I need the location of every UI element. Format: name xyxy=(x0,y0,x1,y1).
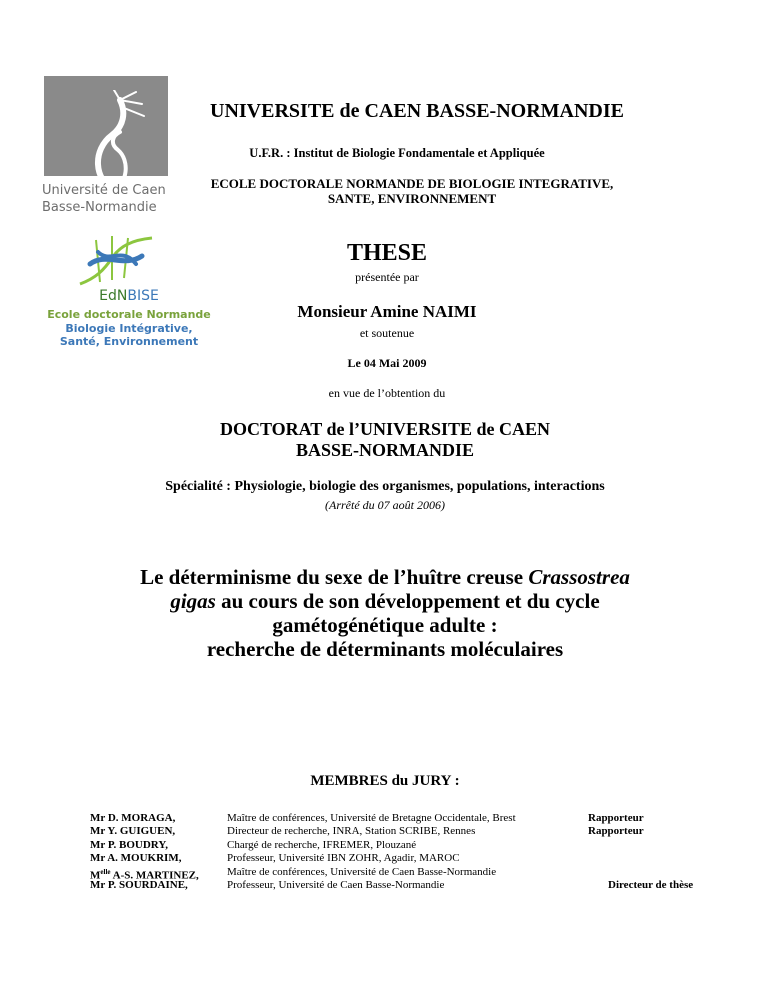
caen-logo-line1: Université de Caen xyxy=(42,183,166,198)
title-part2: au cours de son développement et du cycle xyxy=(215,589,600,613)
ednbise-line3: Santé, Environnement xyxy=(59,335,199,348)
ednbise-line1: Ecole doctorale Normande xyxy=(47,308,211,321)
jury-member-name: Mr P. SOURDAINE, xyxy=(90,878,188,891)
title-line1 xyxy=(40,565,730,589)
jury-heading: MEMBRES du JURY : xyxy=(310,773,460,789)
caen-logo-line2: Basse-Normandie xyxy=(42,200,157,215)
these-label: THESE xyxy=(346,240,428,266)
jury-member-name: Mr D. MORAGA, xyxy=(90,812,176,824)
jury-member-affiliation: Directeur de recherche, INRA, Station SCRIBE, Rennes xyxy=(227,825,476,838)
ednbise-ed: EdN xyxy=(99,288,128,304)
ednbise-name xyxy=(44,288,214,304)
jury-member-name: Mr P. BOUDRY, xyxy=(90,838,169,851)
degree-title xyxy=(120,419,650,461)
title-line2 xyxy=(40,589,730,613)
jury-member-role: Rapporteur xyxy=(588,825,644,838)
title-species-name: gigas xyxy=(170,589,216,613)
jury-member-affiliation: Professeur, Université de Caen Basse-Normandie xyxy=(227,878,445,891)
jury-member xyxy=(90,825,710,838)
universite-caen-logo xyxy=(42,76,172,216)
jury-member-affiliation: Maître de conférences, Université de Caen Basse-Normandie xyxy=(227,865,497,878)
author-name: Monsieur Amine NAIMI xyxy=(297,302,477,321)
university-name: UNIVERSITE de CAEN BASSE-NORMANDIE xyxy=(210,100,624,122)
jury-member-role: Rapporteur xyxy=(588,812,644,824)
ednbise-dna-icon xyxy=(76,234,156,286)
ednbise-logo xyxy=(44,234,214,354)
jury-member xyxy=(90,812,710,825)
jury-list xyxy=(90,812,710,892)
jury-member-name: Mr A. MOUKRIM, xyxy=(90,852,182,865)
ednbise-bise: BISE xyxy=(127,288,159,304)
name-prefix: M xyxy=(90,869,101,882)
title-part1: Le déterminisme du sexe de l’huître creuse xyxy=(140,565,529,589)
jury-member xyxy=(90,852,710,865)
jury-member xyxy=(90,865,710,882)
name-rest: A-S. MARTINEZ, xyxy=(110,869,199,882)
thesis-title xyxy=(40,565,730,661)
ufr-name: U.F.R. : Institut de Biologie Fondamentale et Appliquée xyxy=(249,146,545,160)
defense-date: Le 04 Mai 2009 xyxy=(347,356,427,370)
ecole-line1: ECOLE DOCTORALE NORMANDE DE BIOLOGIE INTEGRATIVE, xyxy=(210,176,614,191)
jury-member-affiliation: Professeur, Université IBN ZOHR, Agadir, MAROC xyxy=(227,852,460,865)
speciality: Spécialité : Physiologie, biologie des organismes, populations, interactions xyxy=(165,479,605,494)
ednbise-line2: Biologie Intégrative, xyxy=(65,322,193,335)
jury-member xyxy=(90,879,710,892)
name-sup: elle xyxy=(100,867,111,876)
jury-member-affiliation: Chargé de recherche, IFREMER, Plouzané xyxy=(227,838,417,851)
jury-member-name: Mr Y. GUIGUEN, xyxy=(90,825,176,838)
title-species-genus: Crassostrea xyxy=(528,565,630,589)
presented-by: présentée par xyxy=(355,270,419,284)
ecole-line2: SANTE, ENVIRONNEMENT xyxy=(327,191,497,206)
degree-line1: DOCTORAT de l’UNIVERSITE de CAEN xyxy=(219,419,551,439)
arrete: (Arrêté du 07 août 2006) xyxy=(325,498,445,512)
degree-line2: BASSE-NORMANDIE xyxy=(295,440,475,460)
defended-text: et soutenue xyxy=(359,326,415,340)
obtention-text: en vue de l’obtention du xyxy=(328,386,446,400)
jury-member-affiliation: Maître de conférences, Université de Bretagne Occidentale, Brest xyxy=(227,812,516,824)
title-line3: gamétogénétique adulte : xyxy=(272,613,498,637)
jury-member-role: Directeur de thèse xyxy=(608,878,694,891)
ecole-doctorale xyxy=(172,176,652,206)
title-line4: recherche de déterminants moléculaires xyxy=(206,637,564,661)
jury-member xyxy=(90,839,710,852)
